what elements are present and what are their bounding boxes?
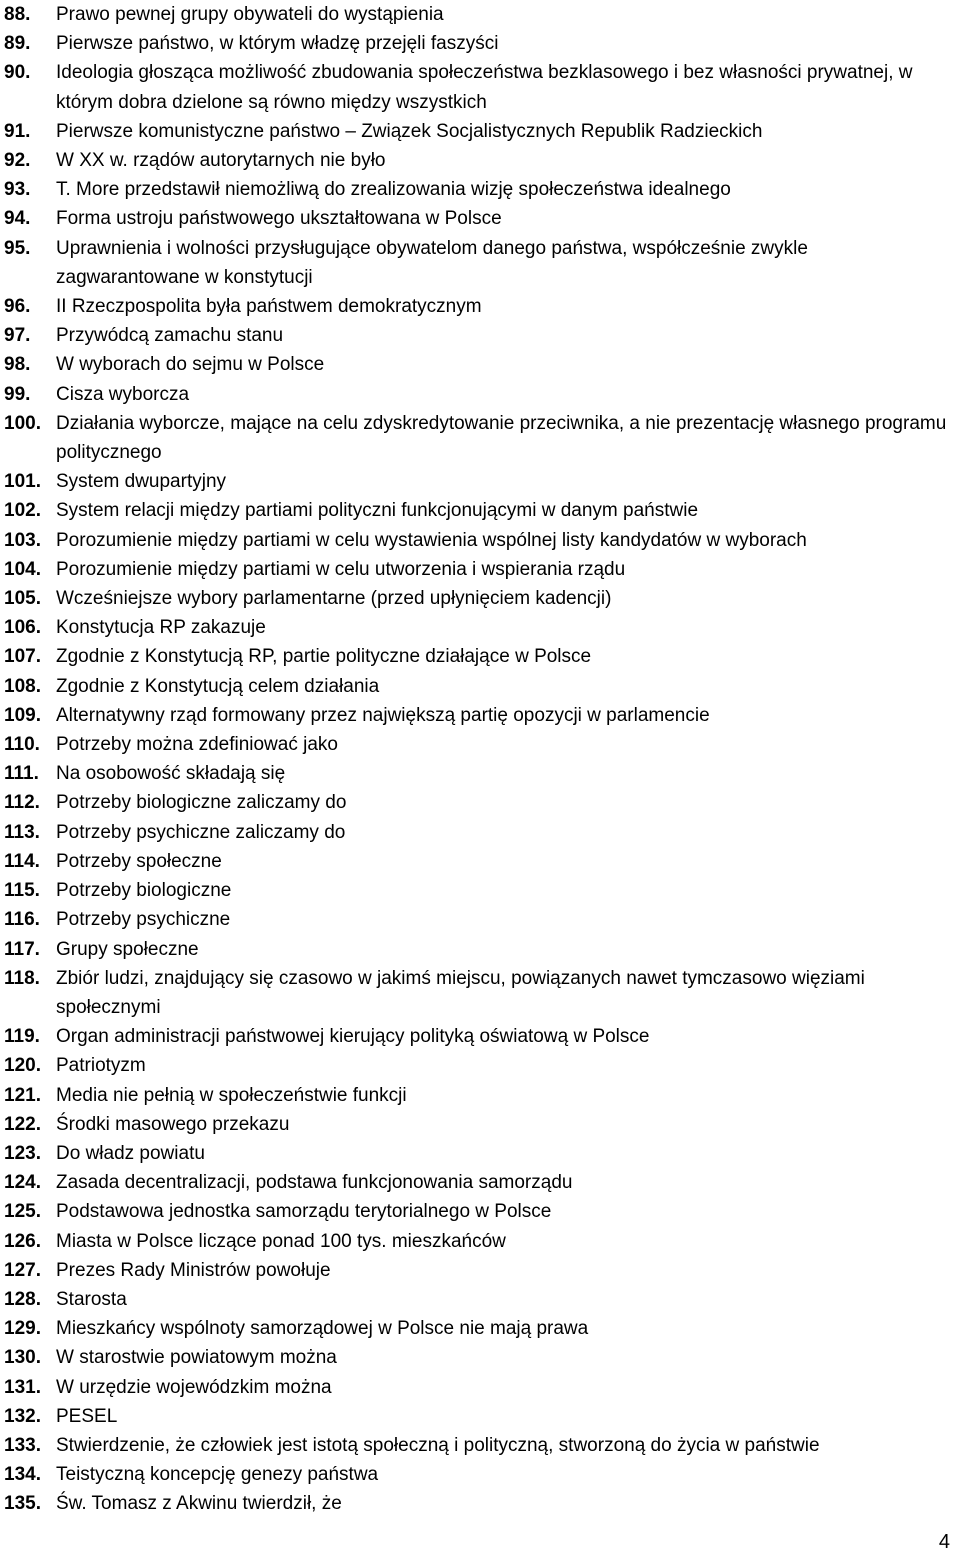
item-text: Mieszkańcy wspólnoty samorządowej w Polsce nie mają prawa: [56, 1318, 589, 1340]
item-number: 114.: [4, 850, 40, 872]
list-item: [0, 1285, 955, 1314]
list-item: [0, 730, 955, 759]
item-number: 97.: [4, 325, 31, 347]
list-item: [0, 935, 955, 964]
item-number: 101.: [4, 471, 41, 493]
item-number: 110.: [4, 734, 40, 756]
list-item: [0, 29, 955, 58]
list-item: [0, 526, 955, 555]
item-text: W wyborach do sejmu w Polsce: [56, 354, 325, 376]
item-number: 120.: [4, 1055, 41, 1077]
item-number: 121.: [4, 1084, 41, 1106]
item-number: 113.: [4, 821, 40, 843]
item-number: 130.: [4, 1347, 41, 1369]
list-item: [0, 1110, 955, 1139]
list-item: [0, 321, 955, 350]
item-text: Miasta w Polsce liczące ponad 100 tys. mieszkańców: [56, 1230, 506, 1252]
list-item: [0, 1373, 955, 1402]
item-number: 112.: [4, 792, 40, 814]
item-number: 107.: [4, 646, 41, 668]
item-number: 128.: [4, 1288, 41, 1310]
item-number: 127.: [4, 1259, 41, 1281]
page-number: 4: [938, 1531, 950, 1553]
item-text: Prawo pewnej grupy obywateli do wystąpienia: [56, 4, 444, 25]
list-item: [0, 1081, 955, 1110]
item-text: II Rzeczpospolita była państwem demokratycznym: [56, 296, 482, 318]
item-text: Uprawnienia i wolności przysługujące obywatelom danego państwa, współcześnie zwykle zagwarantowane w konstytucji: [56, 237, 808, 288]
item-text: W starostwie powiatowym można: [56, 1347, 337, 1369]
item-text: Porozumienie między partiami w celu wystawienia wspólnej listy kandydatów w wyborach: [56, 529, 807, 551]
item-text: Podstawowa jednostka samorządu terytorialnego w Polsce: [56, 1201, 552, 1223]
list-item: [0, 0, 955, 29]
list-item: [0, 496, 955, 525]
list-item: [0, 1168, 955, 1197]
item-text: Potrzeby biologiczne zaliczamy do: [56, 792, 347, 814]
item-number: 126.: [4, 1230, 41, 1252]
item-number: 106.: [4, 617, 41, 639]
item-text: Organ administracji państwowej kierujący polityką oświatową w Polsce: [56, 1026, 650, 1048]
list-item: [0, 701, 955, 730]
item-text: Na osobowość składają się: [56, 763, 286, 785]
list-item: [0, 1314, 955, 1343]
list-item: [0, 175, 955, 204]
item-number: 102.: [4, 500, 41, 522]
list-item: [0, 350, 955, 379]
item-number: 125.: [4, 1201, 41, 1223]
item-number: 100.: [4, 412, 41, 434]
item-number: 108.: [4, 675, 41, 697]
list-item: [0, 613, 955, 642]
item-text: Prezes Rady Ministrów powołuje: [56, 1259, 331, 1281]
list-item: [0, 467, 955, 496]
list-item: [0, 905, 955, 934]
item-text: Pierwsze państwo, w którym władzę przejęli faszyści: [56, 33, 499, 55]
list-item: [0, 672, 955, 701]
list-item: [0, 1489, 955, 1518]
item-text: Potrzeby psychiczne: [56, 909, 231, 931]
item-text: Zgodnie z Konstytucją RP, partie polityczne działające w Polsce: [56, 646, 592, 668]
item-number: 96.: [4, 296, 31, 318]
list-item: [0, 234, 955, 292]
list-item: [0, 818, 955, 847]
item-text: Przywódcą zamachu stanu: [56, 325, 284, 347]
item-number: 122.: [4, 1113, 41, 1135]
list-item: [0, 1460, 955, 1489]
item-text: Zasada decentralizacji, podstawa funkcjonowania samorządu: [56, 1172, 573, 1194]
list-item: [0, 847, 955, 876]
item-text: Media nie pełnią w społeczeństwie funkcji: [56, 1084, 407, 1106]
item-number: 95.: [4, 237, 31, 259]
item-text: Patriotyzm: [56, 1055, 146, 1077]
item-text: Potrzeby społeczne: [56, 850, 222, 872]
list-item: [0, 1022, 955, 1051]
item-number: 92.: [4, 150, 31, 172]
list-item: [0, 409, 955, 467]
list-item: [0, 117, 955, 146]
item-text: Potrzeby biologiczne: [56, 880, 232, 902]
list-item: [0, 1256, 955, 1285]
list-item: [0, 1227, 955, 1256]
item-number: 123.: [4, 1142, 41, 1164]
list-item: [0, 58, 955, 116]
item-text: Starosta: [56, 1288, 127, 1310]
list-item: [0, 1051, 955, 1080]
item-text: Konstytucja RP zakazuje: [56, 617, 266, 639]
list-item: [0, 204, 955, 233]
item-text: Forma ustroju państwowego ukształtowana w Polsce: [56, 208, 502, 230]
item-text: Św. Tomasz z Akwinu twierdził, że: [56, 1493, 342, 1515]
item-number: 133.: [4, 1434, 41, 1456]
item-number: 93.: [4, 179, 31, 201]
list-item: [0, 555, 955, 584]
item-number: 129.: [4, 1318, 41, 1340]
item-text: Potrzeby można zdefiniować jako: [56, 734, 338, 756]
item-number: 94.: [4, 208, 31, 230]
item-number: 99.: [4, 383, 31, 405]
item-text: Środki masowego przekazu: [56, 1113, 290, 1135]
item-text: Alternatywny rząd formowany przez największą partię opozycji w parlamencie: [56, 704, 710, 726]
list-item: [0, 1139, 955, 1168]
list-item: [0, 964, 955, 1022]
list-item: [0, 1197, 955, 1226]
item-number: 131.: [4, 1376, 41, 1398]
list-item: [0, 292, 955, 321]
item-text: T. More przedstawił niemożliwą do zrealizowania wizję społeczeństwa idealnego: [56, 179, 731, 201]
item-text: Zbiór ludzi, znajdujący się czasowo w jakimś miejscu, powiązanych nawet tymczasowo więziami społecznymi: [56, 967, 865, 1018]
item-text: System dwupartyjny: [56, 471, 227, 493]
item-number: 98.: [4, 354, 31, 376]
item-text: PESEL: [56, 1405, 118, 1427]
item-number: 90.: [4, 62, 31, 84]
list-item: [0, 788, 955, 817]
item-number: 103.: [4, 529, 41, 551]
item-text: Wcześniejsze wybory parlamentarne (przed upłynięciem kadencji): [56, 588, 612, 610]
item-number: 117.: [4, 938, 40, 960]
item-number: 91.: [4, 120, 31, 142]
item-text: Ideologia głosząca możliwość zbudowania społeczeństwa bezklasowego i bez własności prywatnej, w którym dobra dzielone są równo między wszystkich: [56, 62, 913, 113]
item-number: 118.: [4, 967, 40, 989]
item-number: 116.: [4, 909, 40, 931]
list-item: [0, 146, 955, 175]
item-text: Potrzeby psychiczne zaliczamy do: [56, 821, 346, 843]
item-number: 88.: [4, 4, 31, 25]
list-item: [0, 1431, 955, 1460]
item-number: 115.: [4, 880, 40, 902]
item-text: Pierwsze komunistyczne państwo – Związek Socjalistycznych Republik Radzieckich: [56, 120, 763, 142]
item-text: W XX w. rządów autorytarnych nie było: [56, 150, 386, 172]
item-number: 124.: [4, 1172, 41, 1194]
item-text: System relacji między partiami polityczni funkcjonującymi w danym państwie: [56, 500, 699, 522]
item-number: 89.: [4, 33, 31, 55]
item-text: Cisza wyborcza: [56, 383, 190, 405]
item-number: 105.: [4, 588, 41, 610]
list-item: [0, 642, 955, 671]
list-item: [0, 584, 955, 613]
item-number: 134.: [4, 1464, 41, 1486]
item-text: Teistyczną koncepcję genezy państwa: [56, 1464, 379, 1486]
item-text: Porozumienie między partiami w celu utworzenia i wspierania rządu: [56, 558, 626, 580]
list-item: [0, 876, 955, 905]
item-number: 111.: [4, 763, 39, 785]
item-text: W urzędzie wojewódzkim można: [56, 1376, 332, 1398]
list-item: [0, 1402, 955, 1431]
item-text: Zgodnie z Konstytucją celem działania: [56, 675, 380, 697]
item-text: Grupy społeczne: [56, 938, 199, 960]
item-number: 119.: [4, 1026, 40, 1048]
item-number: 132.: [4, 1405, 41, 1427]
list-item: [0, 759, 955, 788]
list-item: [0, 380, 955, 409]
item-text: Do władz powiatu: [56, 1142, 205, 1164]
list-item: [0, 1343, 955, 1372]
item-number: 135.: [4, 1493, 41, 1515]
item-number: 109.: [4, 704, 41, 726]
item-text: Działania wyborcze, mające na celu zdyskredytowanie przeciwnika, a nie prezentację własnego programu politycznego: [56, 412, 947, 464]
item-text: Stwierdzenie, że człowiek jest istotą społeczną i polityczną, stworzoną do życia w państwie: [56, 1434, 820, 1456]
item-number: 104.: [4, 558, 41, 580]
